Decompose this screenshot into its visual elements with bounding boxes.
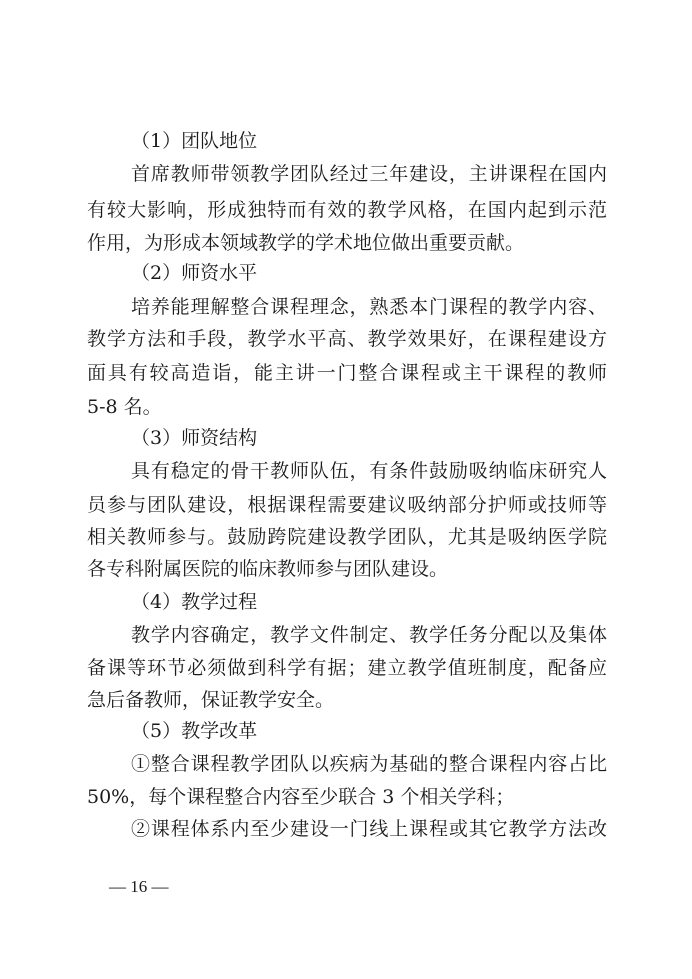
- section-heading-4: （4）教学过程: [131, 591, 258, 613]
- paragraph-line: 5-8 名。: [87, 396, 162, 418]
- paragraph-line: 培养能理解整合课程理念，熟悉本门课程的教学内容、: [131, 296, 607, 318]
- section-heading-1: （1）团队地位: [131, 130, 258, 152]
- paragraph-line: ②课程体系内至少建设一门线上课程或其它教学方法改: [131, 818, 607, 840]
- paragraph-line: ①整合课程教学团队以疾病为基础的整合课程内容占比: [131, 753, 607, 775]
- section-heading-3: （3）师资结构: [131, 427, 258, 449]
- paragraph-line: 首席教师带领教学团队经过三年建设，主讲课程在国内: [131, 163, 607, 185]
- paragraph-line: 急后备教师，保证教学安全。: [87, 689, 335, 711]
- paragraph-line: 具有稳定的骨干教师队伍，有条件鼓励吸纳临床研究人: [131, 460, 607, 482]
- section-heading-5: （5）教学改革: [131, 720, 258, 742]
- page-number: — 16 —: [109, 877, 169, 896]
- paragraph-line: 教学方法和手段，教学水平高、教学效果好，在课程建设方: [87, 328, 607, 350]
- paragraph-line: 备课等环节必须做到科学有据；建立教学值班制度，配备应: [87, 657, 607, 679]
- paragraph-line: 50%，每个课程整合内容至少联合 3 个相关学科；: [87, 786, 515, 808]
- paragraph-line: 面具有较高造诣，能主讲一门整合课程或主干课程的教师: [87, 362, 607, 384]
- paragraph-line: 作用，为形成本领域教学的学术地位做出重要贡献。: [87, 232, 525, 254]
- section-heading-2: （2）师资水平: [131, 262, 258, 284]
- paragraph-line: 教学内容确定，教学文件制定、教学任务分配以及集体: [131, 624, 607, 646]
- paragraph-line: 相关教师参与。鼓励跨院建设教学团队，尤其是吸纳医学院: [87, 526, 607, 548]
- paragraph-line: 各专科附属医院的临床教师参与团队建设。: [87, 558, 449, 580]
- paragraph-line: 有较大影响，形成独特而有效的教学风格，在国内起到示范: [87, 199, 607, 221]
- paragraph-line: 员参与团队建设，根据课程需要建议吸纳部分护师或技师等: [87, 494, 607, 516]
